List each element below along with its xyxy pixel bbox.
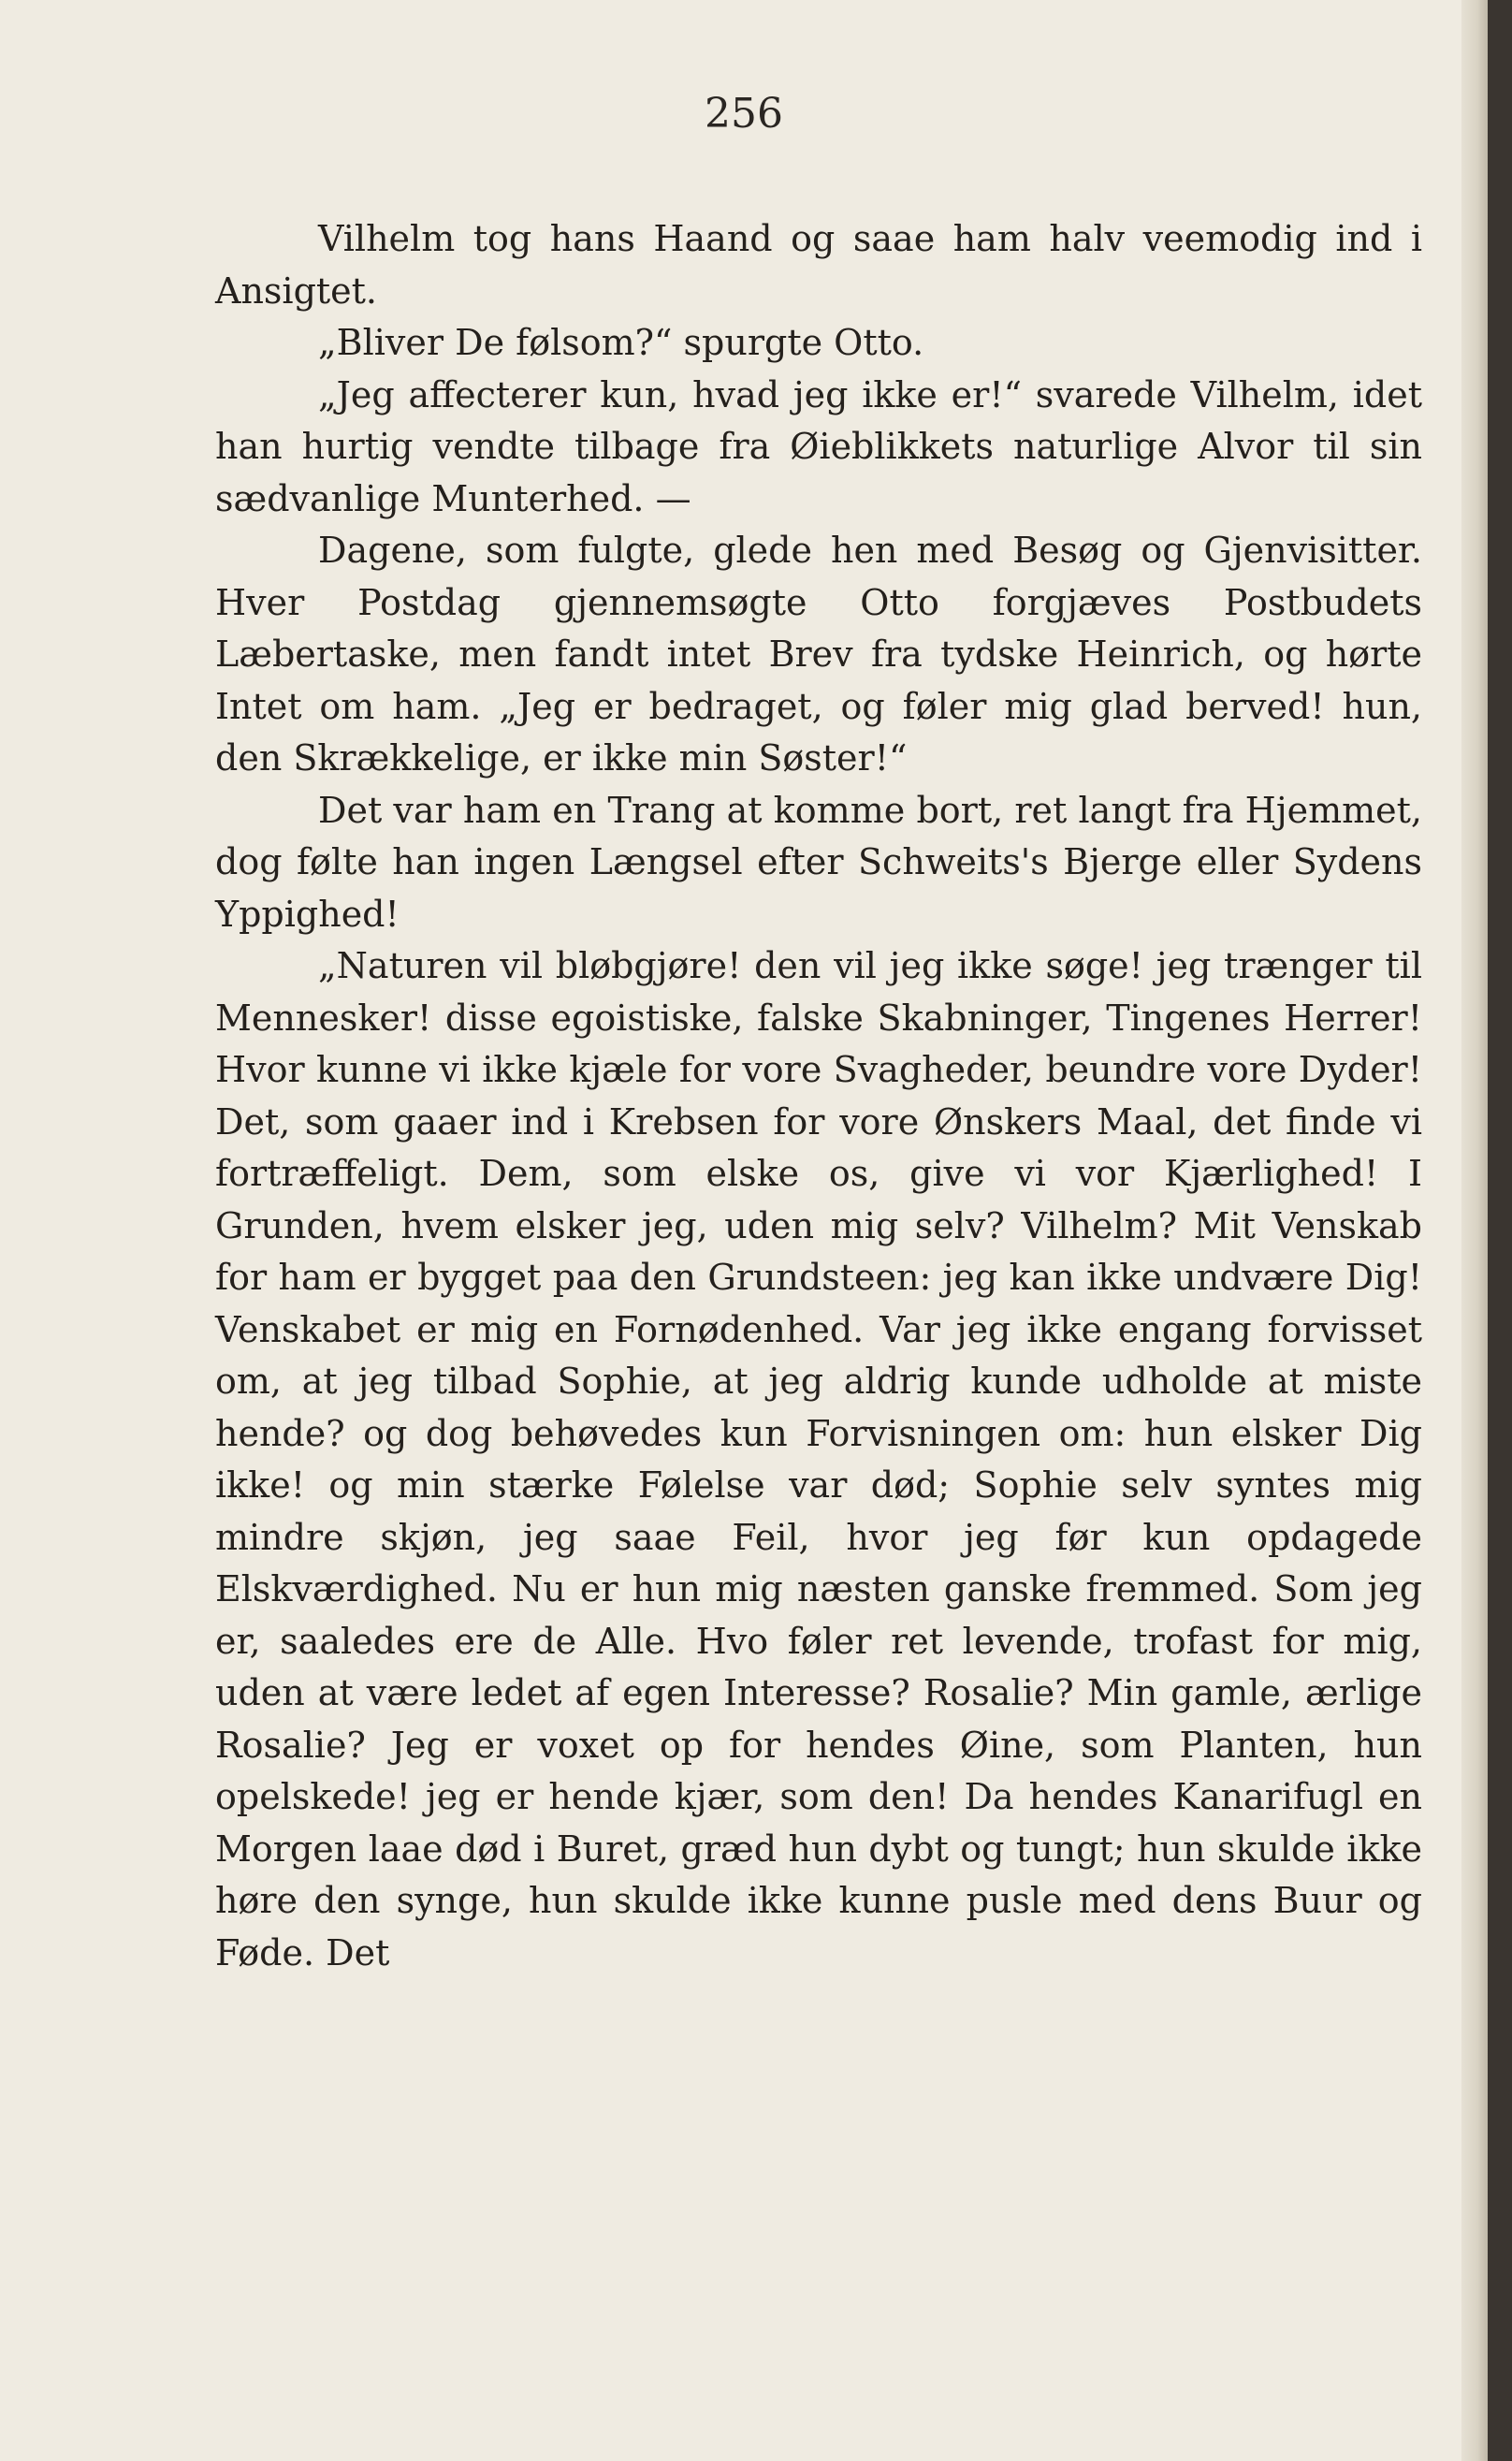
paragraph-2: „Bliver De følsom?“ spurgte Otto. xyxy=(318,322,924,363)
paragraph-5: Det var ham en Trang at komme bort, ret langt fra Hjemmet, dog følte han ingen Længsel efter Schweits's Bjerge eller Sydens Yppighed! xyxy=(215,789,1422,935)
paragraph-4: Dagene, som fulgte, glede hen med Besøg og Gjenvisitter. Hver Postdag gjennemsøgte Otto forgjæves Postbudets Læbertaske, men fandt intet Brev fra tydske Heinrich, og hørte Intet om ham. „Jeg er bedraget, og føler mig glad berved! hun, den Skrækkelige, er ikke min Søster!“ xyxy=(215,530,1422,779)
page-number: 256 xyxy=(705,90,783,138)
paragraph-6: „Naturen vil bløbgjøre! den vil jeg ikke søge! jeg trænger til Mennesker! disse egoistiske, falske Skabninger, Tingenes Herrer! Hvor kunne vi ikke kjæle for vore Svagheder, beundre vore Dyder! Det, som gaaer ind i Krebsen for vore Ønskers Maal, det finde vi fortræffeligt. Dem, som elske os, give vi vor Kjærlighed! I Grunden, hvem elsker jeg, uden mig selv? Vilhelm? Mit Venskab for ham er bygget paa den Grundsteen: jeg kan ikke undvære Dig! Venskabet er mig en Fornødenhed. Var jeg ikke engang forvisset om, at jeg tilbad Sophie, at jeg aldrig kunde udholde at miste hende? og dog behøvedes kun Forvisningen om: hun elsker Dig ikke! og min stærke Følelse var død; Sophie selv syntes mig mindre skjøn, jeg saae Feil, hvor jeg før kun opdagede Elskværdighed. Nu er hun mig næsten ganske fremmed. Som jeg er, saaledes ere de Alle. Hvo føler ret levende, trofast for mig, uden at være ledet af egen Interesse? Rosalie? Min gamle, ærlige Rosalie? Jeg er voxet op for hendes Øine, som Planten, hun opelskede! jeg er hende kjær, som den! Da hendes Kanarifugl en Morgen laae død i Buret, græd hun dybt og tungt; hun skulde ikke høre den synge, hun skulde ikke kunne pusle med dens Buur og Føde. Det xyxy=(215,945,1422,1973)
paragraph-1: Vilhelm tog hans Haand og saae ham halv veemodig ind i Ansigtet. xyxy=(215,218,1422,312)
page-edge xyxy=(1461,0,1488,2461)
paragraph-3: „Jeg affecterer kun, hvad jeg ikke er!“ svarede Vilhelm, idet han hurtig vendte tilbage fra Øieblikkets naturlige Alvor til sin sædvanlige Munterhed. — xyxy=(215,373,1422,519)
body-text xyxy=(215,213,1422,1979)
